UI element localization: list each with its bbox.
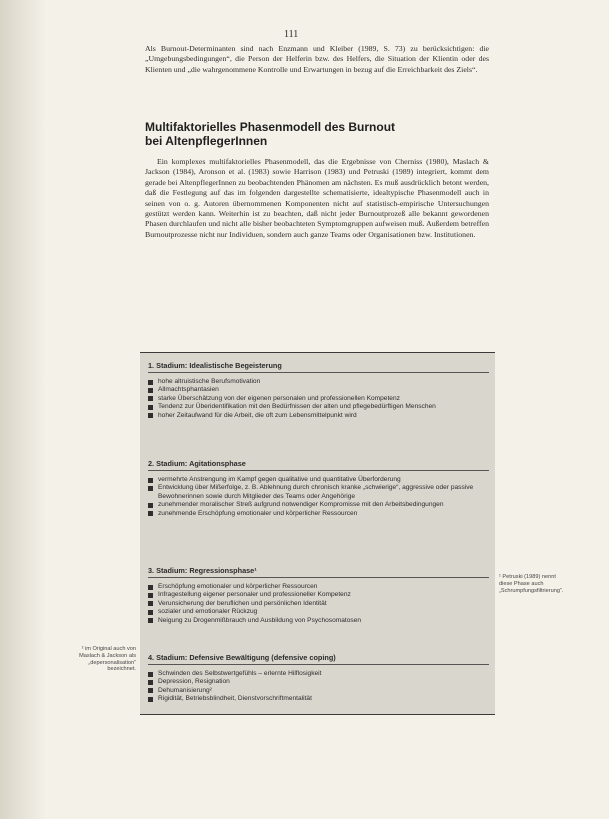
stage-4-title: 4. Stadium: Defensive Bewältigung (defensive coping)	[148, 653, 336, 662]
stage-2-rule	[148, 470, 489, 471]
list-item: Allmachtsphantasien	[148, 386, 489, 394]
list-item: Erschöpfung emotionaler und körperlicher Ressourcen	[148, 583, 489, 591]
section-heading-line-1: Multifaktorielles Phasenmodell des Burnout	[145, 120, 396, 134]
stage-2-title: 2. Stadium: Agitationsphase	[148, 459, 246, 468]
bullet-square-icon	[148, 688, 153, 693]
bullet-square-icon	[148, 405, 153, 410]
list-item: Verunsicherung der beruflichen und persönlichen Identität	[148, 600, 489, 608]
list-item: Rigidität, Betriebsblindheit, Dienstvorschriftmentalität	[148, 695, 489, 703]
page-shadow	[0, 0, 46, 819]
list-item: starke Überschätzung von der eigenen personalen und professionellen Kompetenz	[148, 395, 489, 403]
list-item: Neigung zu Drogenmißbrauch und Ausbildung von Psychosomatosen	[148, 617, 489, 625]
bullet-square-icon	[148, 618, 153, 623]
list-item: Infragestellung eigener personaler und professioneller Kompetenz	[148, 591, 489, 599]
list-item: Dehumanisierung²	[148, 687, 489, 695]
list-item: hoher Zeitaufwand für die Arbeit, die oft zum Lebensmittelpunkt wird	[148, 412, 489, 420]
list-item: hohe altruistische Berufsmotivation	[148, 378, 489, 386]
stage-1-rule	[148, 372, 489, 373]
stage-4-list	[148, 670, 489, 704]
bullet-square-icon	[148, 585, 153, 590]
list-item: sozialer und emotionaler Rückzug	[148, 608, 489, 616]
list-item: zunehmende Erschöpfung emotionaler und körperlicher Ressourcen	[148, 510, 489, 518]
bullet-square-icon	[148, 601, 153, 606]
body-paragraph-text: Ein komplexes multifaktorielles Phasenmodell, das die Ergebnisse von Cherniss (1980), Maslach & Jackson (1984), Aronson et al. (1983) sowie Harrison (1983) und Petruski (1989) integriert, kommt dem gerade bei AltenpflegerInnen zu beobachtenden Phänomen am nächsten. Es muß ausdrücklich betont werden, daß die Festlegung auf das im folgenden dargestellte schematisierte, idealtypische Phasenmodell auch in seinen von o. g. Autoren übernommenen Komponenten nicht auf statistisch-empirische Untersuchungen gestützt werden kann. Weiterhin ist zu beachten, daß nicht jeder Burnoutprozeß alle bekannt gewordenen Phasen durchlaufen und nicht alle bisher beobachteten Symptomgruppen aufweisen muß. Außerdem betreffen Burnoutprozesse nicht nur Individuen, sondern auch ganze Teams oder Organisationen bzw. Institutionen.	[145, 157, 489, 239]
list-item: Depression, Resignation	[148, 678, 489, 686]
phase-model-table	[140, 352, 495, 715]
list-item: zunehmender moralischer Streß aufgrund notwendiger Kompromisse mit den Arbeitsbedingungen	[148, 501, 489, 509]
bullet-square-icon	[148, 697, 153, 702]
bullet-square-icon	[148, 380, 153, 385]
bullet-square-icon	[148, 396, 153, 401]
page-number: 111	[284, 29, 299, 40]
stage-1-list	[148, 378, 489, 420]
section-heading-line-2: bei AltenpflegerInnen	[145, 134, 268, 148]
stage-2-list	[148, 476, 489, 518]
list-item: Entwicklung über Mißerfolge, z. B. Ablehnung durch chronisch kranke „schwierige“, aggressive oder passive Bewohnerinnen sowie durch Mitglieder des Teams oder Angehörige	[148, 484, 489, 501]
bullet-square-icon	[148, 610, 153, 615]
bullet-square-icon	[148, 511, 153, 516]
bullet-square-icon	[148, 503, 153, 508]
body-paragraph	[145, 157, 489, 240]
stage-3-list	[148, 583, 489, 625]
bullet-square-icon	[148, 388, 153, 393]
section-heading	[145, 120, 489, 148]
list-item: Schwinden des Selbstwertgefühls – erlernte Hilflosigkeit	[148, 670, 489, 678]
bullet-square-icon	[148, 672, 153, 677]
stage-3-title: 3. Stadium: Regressionsphase¹	[148, 566, 257, 575]
bullet-square-icon	[148, 486, 153, 491]
margin-note-left: ² im Original auch von Maslach & Jackson als „depersonalisation“ bezeichnet.	[79, 646, 136, 673]
stage-1-title: 1. Stadium: Idealistische Begeisterung	[148, 361, 282, 370]
stage-3-rule	[148, 577, 489, 578]
list-item: vermehrte Anstrengung im Kampf gegen qualitative und quantitative Überforderung	[148, 476, 489, 484]
bullet-square-icon	[148, 478, 153, 483]
intro-paragraph: Als Burnout-Determinanten sind nach Enzmann und Kleiber (1989, S. 73) zu berücksichtigen: die „Umgebungsbedingungen“, die Person der Helferin bzw. des Helfers, die Situation der Klientin oder des Klienten und „die wahrgenommene Kontrolle und Erwartungen in bezug auf die Erreichbarkeit des Ziels“.	[145, 44, 489, 74]
stage-4-rule	[148, 664, 489, 665]
list-item: Tendenz zur Überidentifikation mit den Bedürfnissen der alten und pflegebedürftigen Menschen	[148, 403, 489, 411]
bullet-square-icon	[148, 413, 153, 418]
margin-note-right: ¹ Petruski (1989) nennt diese Phase auch „Schrumpfungsfiltrierung“.	[499, 574, 564, 594]
bullet-square-icon	[148, 593, 153, 598]
bullet-square-icon	[148, 680, 153, 685]
